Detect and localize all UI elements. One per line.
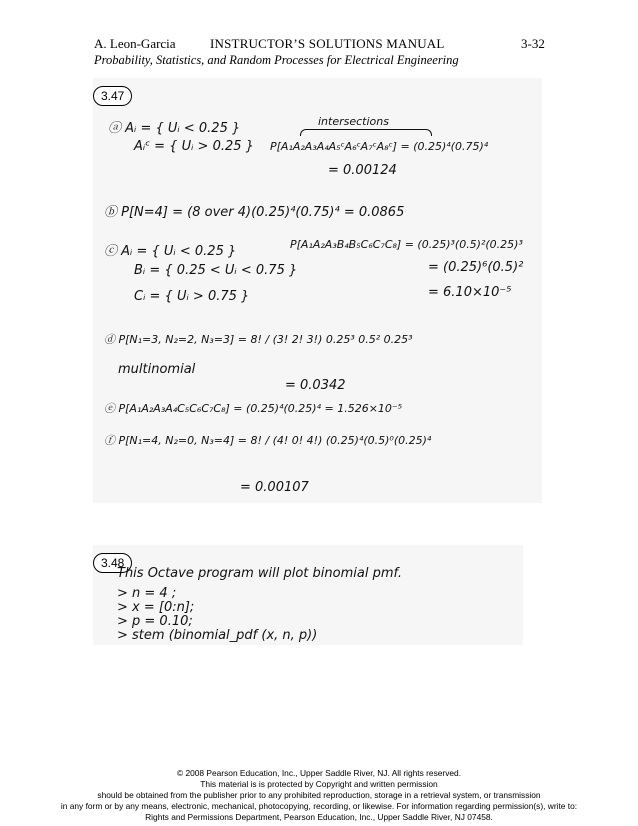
intersections-brace — [300, 129, 432, 136]
solution-line-d3: = 0.0342 — [285, 378, 346, 393]
solution-line-c3: Cᵢ = { Uᵢ > 0.75 } — [134, 289, 250, 304]
octave-line-x: > x = [0:n]; — [117, 600, 195, 615]
solution-line-c1: ⓒ Aᵢ = { Uᵢ < 0.25 } — [104, 244, 237, 259]
solution-line-d1: ⓓ P[N₁=3, N₂=2, N₃=3] = 8! / (3! 2! 3!) 0.25³ 0.5² 0.25³ — [104, 333, 413, 346]
octave-comment: This Octave program will plot binomial pmf. — [117, 566, 402, 581]
solution-line-f2: = 0.00107 — [240, 480, 309, 495]
solution-line-a2: Aᵢᶜ = { Uᵢ > 0.25 } — [134, 139, 254, 154]
footer-line-2: This material is is protected by Copyright and written permission — [200, 779, 438, 789]
solution-line-e1: ⓔ P[A₁A₂A₃A₄C₅C₆C₇C₈] = (0.25)⁴(0.25)⁴ = 1.526×10⁻⁵ — [104, 402, 403, 415]
footer-copyright: © 2008 Pearson Education, Inc., Upper Saddle River, NJ. All rights reserved. — [176, 768, 462, 778]
intersections-note: intersections — [318, 115, 389, 128]
footer-line-4: in any form or by any means, electronic, mechanical, photocopying, recording, or likewise. For information regarding permission(s), write to: — [60, 801, 578, 811]
problem-348-label: 3.48 — [93, 553, 132, 573]
footer-line-5: Rights and Permissions Department, Pearson Education, Inc., Upper Saddle River, NJ 07458. — [145, 812, 493, 822]
header-author: A. Leon-Garcia — [94, 36, 176, 51]
solution-line-b1: ⓑ P[N=4] = (8 over 4)(0.25)⁴(0.75)⁴ = 0.0865 — [104, 205, 405, 220]
solution-line-c6: = 6.10×10⁻⁵ — [428, 285, 512, 300]
solution-line-f1: ⓕ P[N₁=4, N₂=0, N₃=4] = 8! / (4! 0! 4!) (0.25)⁴(0.5)⁰(0.25)⁴ — [104, 434, 432, 447]
problem-347-label: 3.47 — [93, 86, 132, 106]
header-title: INSTRUCTOR’S SOLUTIONS MANUAL — [210, 36, 445, 51]
octave-line-n: > n = 4 ; — [117, 586, 177, 601]
octave-line-stem: > stem (binomial_pdf (x, n, p)) — [117, 628, 318, 643]
header-page-number: 3-32 — [521, 36, 545, 51]
footer-line-3: should be obtained from the publisher prior to any prohibited reproduction, storage in a retrieval system, or transmission — [97, 790, 541, 800]
solution-line-d2: multinomial — [118, 362, 196, 377]
octave-line-p: > p = 0.10; — [117, 614, 193, 629]
solution-line-c5: = (0.25)⁶(0.5)² — [428, 260, 524, 275]
solution-line-c4: P[A₁A₂A₃B₄B₅C₆C₇C₈] = (0.25)³(0.5)²(0.25)³ — [290, 238, 523, 251]
header-subtitle: Probability, Statistics, and Random Processes for Electrical Engineering — [94, 53, 459, 67]
solution-line-a3: P[A₁A₂A₃A₄A₅ᶜA₆ᶜA₇ᶜA₈ᶜ] = (0.25)⁴(0.75)⁴ — [270, 140, 489, 153]
solution-line-a1: ⓐ Aᵢ = { Uᵢ < 0.25 } — [108, 121, 241, 136]
solution-line-a4: = 0.00124 — [328, 163, 397, 178]
solution-line-c2: Bᵢ = { 0.25 < Uᵢ < 0.75 } — [134, 263, 298, 278]
